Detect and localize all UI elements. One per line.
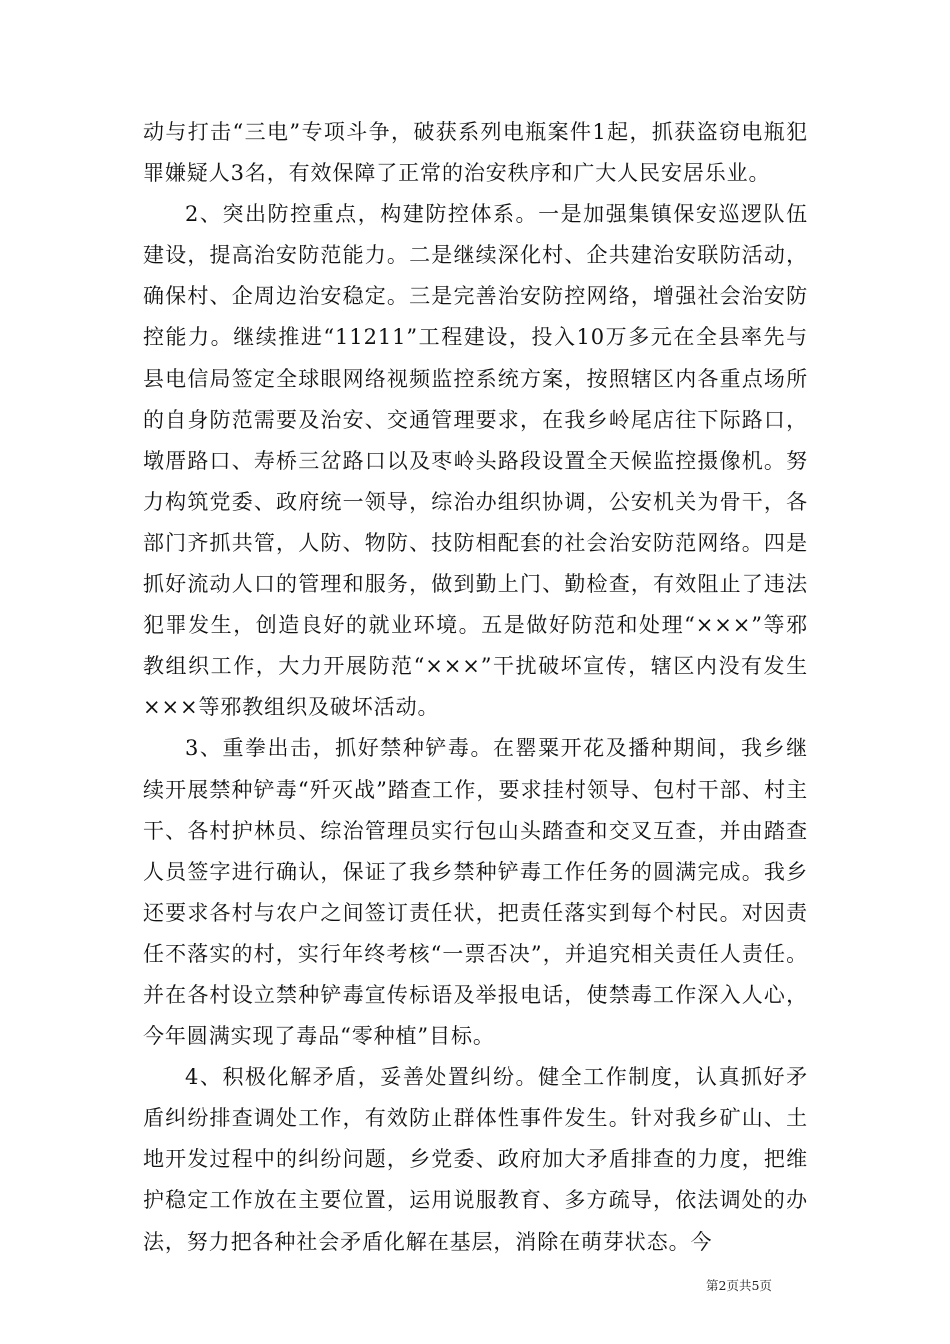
page-number-footer: 第2页共5页 — [706, 1278, 772, 1293]
paragraph-2: 2、突出防控重点，构建防控体系。一是加强集镇保安巡逻队伍建设，提高治安防范能力。二是继续深化村、企共建治安联防活动，确保村、企周边治安稳定。三是完善治安防控网络，增强社会治安防控能力。继续推进“11211”工程建设，投入10万多元在全县率先与县电信局签定全球眼网络视频监控系统方案，按照辖区内各重点场所的自身防范需要及治安、交通管理要求，在我乡岭尾店往下际路口，墩厝路口、寿桥三岔路口以及枣岭头路段设置全天候监控摄像机。努力构筑党委、政府统一领导，综治办组织协调，公安机关为骨干，各部门齐抓共管，人防、物防、技防相配套的社会治安防范网络。四是抓好流动人口的管理和服务，做到勤上门、勤检查，有效阻止了违法犯罪发生，创造良好的就业环境。五是做好防范和处理“×××”等邪教组织工作，大力开展防范“×××”干扰破坏宣传，辖区内没有发生×××等邪教组织及破坏活动。 — [143, 202, 808, 720]
paragraph-3: 3、重拳出击，抓好禁种铲毒。在罂粟开花及播种期间，我乡继续开展禁种铲毒“歼灭战”踏查工作，要求挂村领导、包村干部、村主干、各村护林员、综治管理员实行包山头踏查和交叉互查，并由踏查人员签字进行确认，保证了我乡禁种铲毒工作任务的圆满完成。我乡还要求各村与农户之间签订责任状，把责任落实到每个村民。对因责任不落实的村，实行年终考核“一票否决”，并追究相关责任人责任。并在各村设立禁种铲毒宣传标语及举报电话，使禁毒工作深入人心，今年圆满实现了毒品“零种植”目标。 — [143, 736, 808, 1049]
paragraph-1: 动与打击“三电”专项斗争，破获系列电瓶案件1起，抓获盗窃电瓶犯罪嫌疑人3名，有效保障了正常的治安秩序和广大人民安居乐业。 — [143, 120, 808, 186]
paragraph-4: 4、积极化解矛盾，妥善处置纠纷。健全工作制度，认真抓好矛盾纠纷排查调处工作，有效防止群体性事件发生。针对我乡矿山、土地开发过程中的纠纷问题，乡党委、政府加大矛盾排查的力度，把维护稳定工作放在主要位置，运用说服教育、多方疏导，依法调处的办法，努力把各种社会矛盾化解在基层，消除在萌芽状态。今 — [143, 1065, 808, 1254]
body-text — [143, 112, 808, 1263]
